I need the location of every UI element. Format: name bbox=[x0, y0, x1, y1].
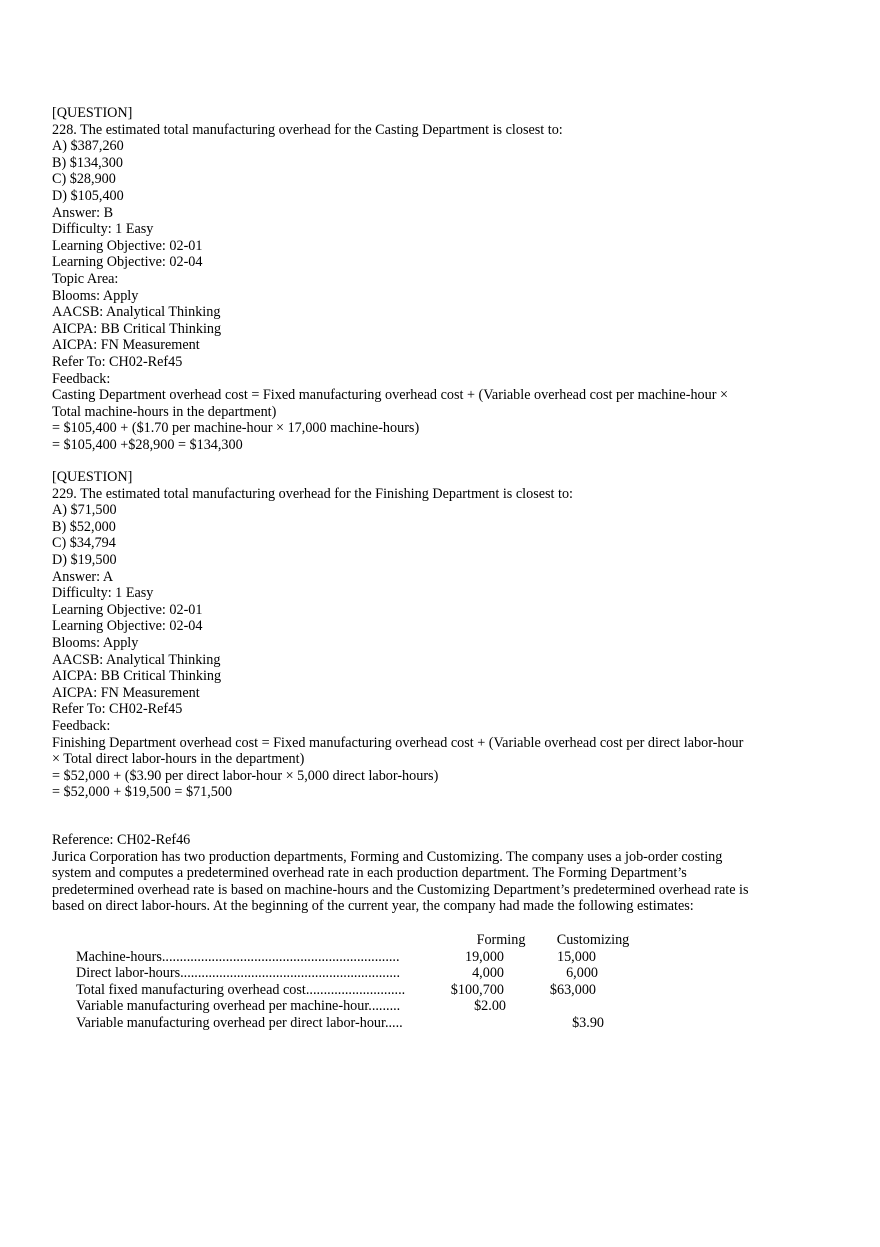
aicpa-bb: AICPA: BB Critical Thinking bbox=[52, 668, 222, 685]
header-forming: Forming bbox=[476, 932, 526, 948]
aicpa-bb: AICPA: BB Critical Thinking bbox=[52, 320, 222, 337]
table-header bbox=[76, 932, 676, 949]
option-c: C) $34,794 bbox=[52, 535, 116, 552]
question-text: 229. The estimated total manufacturing overhead for the Finishing Department is closest to: bbox=[52, 485, 574, 502]
aacsb: AACSB: Analytical Thinking bbox=[52, 651, 221, 668]
learning-objective-2: Learning Objective: 02-04 bbox=[52, 618, 203, 635]
feedback-formula: Finishing Department overhead cost = Fixed manufacturing overhead cost + (Variable overhead cost per direct labor-hour × Total direct labor-hours in the department) bbox=[52, 734, 744, 768]
feedback-result: = $52,000 + $19,500 = $71,500 bbox=[52, 784, 233, 801]
option-d: D) $105,400 bbox=[52, 187, 124, 204]
feedback-formula: Casting Department overhead cost = Fixed manufacturing overhead cost + (Variable overhead cost per machine-hour × Total machine-hours in the department) bbox=[52, 387, 728, 420]
feedback-calc: = $105,400 + ($1.70 per machine-hour × 17,000 machine-hours) bbox=[52, 420, 420, 437]
option-a: A) $387,260 bbox=[52, 138, 124, 155]
customizing-value: $63,000 bbox=[549, 981, 596, 998]
reference-label: Reference: CH02-Ref46 bbox=[52, 832, 191, 848]
feedback-calc: = $52,000 + ($3.90 per direct labor-hour × 5,000 direct labor-hours) bbox=[52, 767, 439, 784]
question-text: 228. The estimated total manufacturing overhead for the Casting Department is closest to: bbox=[52, 121, 563, 138]
learning-objective-1: Learning Objective: 02-01 bbox=[52, 601, 203, 618]
learning-objective-2: Learning Objective: 02-04 bbox=[52, 254, 203, 271]
topic-area: Topic Area: bbox=[52, 270, 119, 287]
question-229 bbox=[52, 469, 772, 801]
table-row bbox=[76, 998, 676, 1015]
table-row bbox=[76, 982, 676, 999]
reference-paragraph: Jurica Corporation has two production departments, Forming and Customizing. The company uses a job-order costing system and computes a predetermined overhead rate in each production department. The Forming Department’s predetermined overhead rate is based on machine-hours and the Customizing Department’s predetermined overhead rate is based on direct labor-hours. At the beginning of the current year, the company had made the following estimates: bbox=[52, 848, 749, 915]
blooms: Blooms: Apply bbox=[52, 287, 139, 304]
learning-objective-1: Learning Objective: 02-01 bbox=[52, 237, 203, 254]
option-b: B) $52,000 bbox=[52, 518, 116, 535]
customizing-value: 6,000 bbox=[566, 965, 598, 982]
row-label: Machine-hours................................................................... bbox=[76, 948, 400, 965]
table-row bbox=[76, 965, 676, 982]
difficulty: Difficulty: 1 Easy bbox=[52, 221, 154, 238]
option-d: D) $19,500 bbox=[52, 551, 117, 568]
refer-to: Refer To: CH02-Ref45 bbox=[52, 701, 183, 718]
forming-value: $2.00 bbox=[474, 998, 506, 1015]
customizing-value: 15,000 bbox=[556, 948, 596, 965]
answer: Answer: B bbox=[52, 204, 114, 221]
answer: Answer: A bbox=[52, 568, 114, 585]
feedback-label: Feedback: bbox=[52, 717, 111, 734]
aicpa-fn: AICPA: FN Measurement bbox=[52, 684, 200, 701]
forming-value: 4,000 bbox=[472, 965, 504, 982]
forming-value: $100,700 bbox=[450, 981, 504, 998]
header-customizing: Customizing bbox=[556, 932, 630, 948]
reference-ch02-ref46 bbox=[52, 832, 772, 915]
row-label: Variable manufacturing overhead per machine-hour......... bbox=[76, 998, 401, 1015]
row-label: Total fixed manufacturing overhead cost............................ bbox=[76, 981, 406, 998]
difficulty: Difficulty: 1 Easy bbox=[52, 585, 154, 602]
forming-value: 19,000 bbox=[464, 948, 504, 965]
question-tag: [QUESTION] bbox=[52, 469, 133, 485]
question-228 bbox=[52, 105, 772, 453]
question-tag: [QUESTION] bbox=[52, 105, 133, 121]
table-row bbox=[76, 1015, 676, 1032]
row-label: Variable manufacturing overhead per direct labor-hour..... bbox=[76, 1014, 403, 1031]
refer-to: Refer To: CH02-Ref45 bbox=[52, 353, 183, 370]
option-b: B) $134,300 bbox=[52, 154, 123, 171]
option-a: A) $71,500 bbox=[52, 502, 117, 519]
table-row bbox=[76, 949, 676, 966]
feedback-label: Feedback: bbox=[52, 370, 111, 387]
feedback-result: = $105,400 +$28,900 = $134,300 bbox=[52, 436, 243, 453]
customizing-value: $3.90 bbox=[572, 1014, 604, 1031]
option-c: C) $28,900 bbox=[52, 171, 116, 188]
estimates-table bbox=[76, 932, 676, 1032]
aacsb: AACSB: Analytical Thinking bbox=[52, 304, 221, 321]
aicpa-fn: AICPA: FN Measurement bbox=[52, 337, 200, 354]
row-label: Direct labor-hours.............................................................. bbox=[76, 965, 401, 982]
blooms: Blooms: Apply bbox=[52, 634, 139, 651]
